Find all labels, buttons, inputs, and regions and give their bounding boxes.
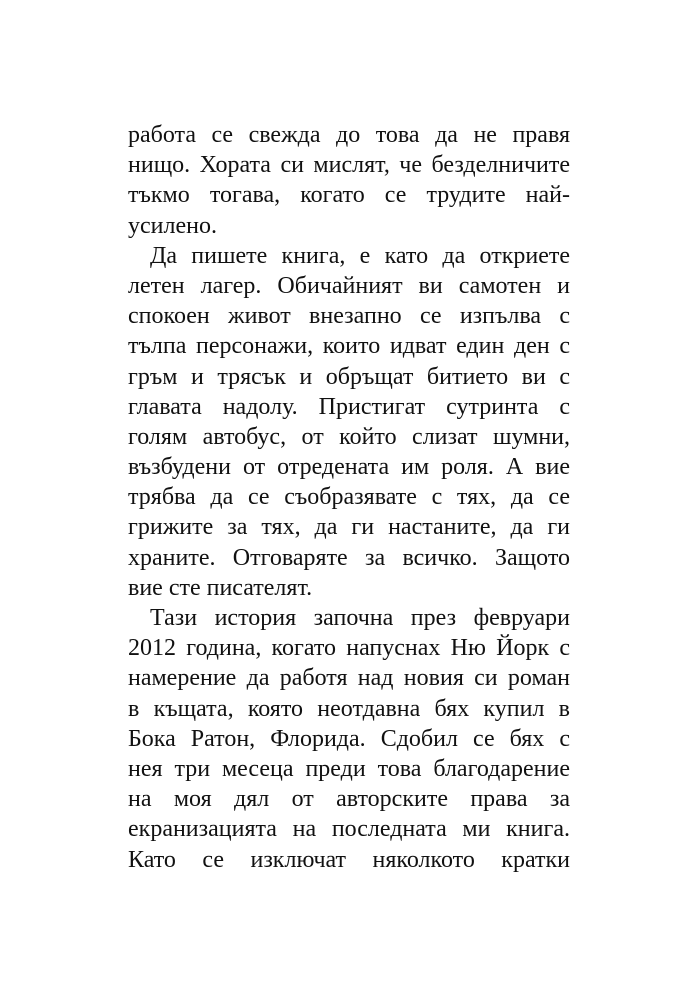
text-line: храните. Отговаряте за всичко. Защото <box>128 544 570 571</box>
text-line: тълпа персонажи, които идват един ден с <box>128 333 570 360</box>
page-text <box>128 120 570 875</box>
text-line: голям автобус, от който слизат шумни, <box>128 423 570 450</box>
text-line: Да пишете книга, е като да откриете <box>150 242 570 269</box>
text-line: тъкмо тогава, когато се трудите най- <box>128 182 570 209</box>
text-line: нищо. Хората си мислят, че безделничите <box>128 152 570 179</box>
text-line: трябва да се съобразявате с тях, да се <box>128 484 570 511</box>
text-line: грижите за тях, да ги настаните, да ги <box>128 514 570 541</box>
text-line: усилено. <box>128 212 217 239</box>
text-line: Тази история започна през февруари <box>150 605 570 631</box>
text-line: екранизацията на последната ми книга. <box>128 816 570 843</box>
text-line: гръм и трясък и обръщат битието ви с <box>128 363 570 390</box>
text-line: вие сте писателят. <box>128 574 313 601</box>
text-line: в къщата, която неотдавна бях купил в <box>128 695 570 722</box>
text-line: намерение да работя над новия си роман <box>128 665 570 692</box>
text-line: спокоен живот внезапно се изпълва с <box>128 303 570 330</box>
text-line: главата надолу. Пристигат сутринта с <box>128 393 570 420</box>
text-line: възбудени от отредената им роля. А вие <box>128 454 570 481</box>
text-line: Бока Ратон, Флорида. Сдобил се бях с <box>128 725 570 752</box>
text-line: работа се свежда до това да не правя <box>128 122 570 148</box>
text-line: Като се изключат няколкото кратки <box>128 846 570 873</box>
text-line: на моя дял от авторските права за <box>128 786 570 813</box>
text-line: 2012 година, когато напуснах Ню Йорк с <box>128 635 570 662</box>
text-line: нея три месеца преди това благодарение <box>128 755 570 782</box>
text-line: летен лагер. Обичайният ви самотен и <box>128 272 570 299</box>
